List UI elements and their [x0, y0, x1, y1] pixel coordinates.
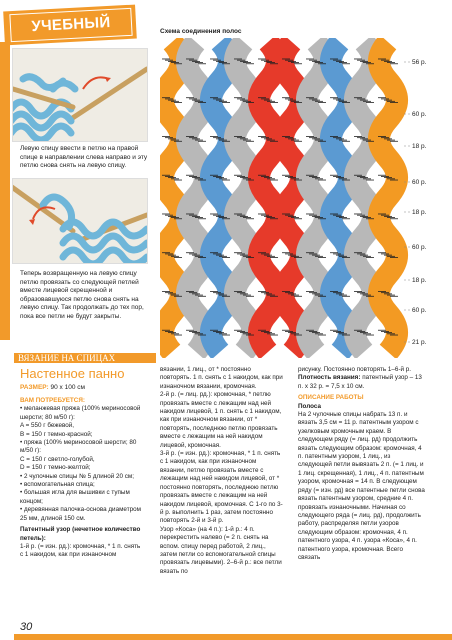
row-count-label: 60 р. [412, 307, 427, 314]
strip-scheme [160, 38, 452, 358]
pattern-text: вязании, 1 лиц., от * постоянно повторять. 1 п. снять с 1 накидом, как при изнаночном вязании, кромочная. [160, 366, 283, 390]
pattern-heading: Патентный узор (нечетное количество петель): [20, 526, 141, 542]
material-item: • большая игла для вышивки с тупым концом; [20, 489, 130, 505]
step1-photo [12, 48, 148, 142]
row-count-label: 18 р. [412, 277, 427, 284]
section-label: ВЯЗАНИЕ НА СПИЦАХ [14, 353, 156, 363]
density-value: патентный узор – 13 п. х 32 р. = 7,5 х 10 см. [298, 374, 422, 390]
material-item: B = 150 г темно-красной; [20, 430, 93, 438]
header-badge: УЧЕБНЫЙ [9, 8, 132, 42]
size-label: РАЗМЕР: [20, 384, 49, 391]
density-label: Плотность вязания: [298, 374, 361, 382]
page-number: 30 [20, 621, 33, 633]
pattern-row1: 1-й р. (= изн. рд.): кромочная, * 1 п. снять с 1 накидом, как при изнаночном [20, 542, 141, 559]
pattern-text-cont: рисунку. Постоянно повторять 1–6-й р. [298, 366, 412, 373]
strip-scheme-diagram [160, 38, 452, 358]
material-item: • деревянная палочка-основа диаметром 25 мм, длиной 150 см. [20, 506, 141, 522]
material-item: • пряжа (100% мериносовой шерсти; 80 м/50 г): [20, 439, 137, 455]
row-count-label: 56 р. [412, 59, 427, 66]
step2-caption: Теперь возвращенную на левую спицу петлю провязать со следующей петлей вместе лицевой скрещенной и образовавшуюся петлю снова снять на левую спицу. Так продолжать до тех пор, пока все петли не будут закрыты. [20, 270, 144, 320]
row-count-label: 60 р. [412, 244, 427, 251]
material-item: A = 550 г бежевой, [20, 422, 75, 430]
work-heading: ОПИСАНИЕ РАБОТЫ [298, 394, 364, 402]
size-line [20, 384, 85, 391]
material-item: D = 150 г темно-желтой; [20, 464, 91, 472]
left-accent-bar [0, 42, 10, 340]
strip [379, 42, 397, 352]
material-item: • вспомогательная спица; [20, 481, 95, 489]
work-subheading: Полоса [298, 402, 321, 410]
size-value: 90 х 100 см [48, 384, 85, 391]
pattern-kosa: Узор «Коса» (на 4 п.): 1-й р.: 4 п. перекрестить налево (= 2 п. снять на вспом. спицу перед работой, 2 лиц., затем петли со вспомогательной спицы провязать лицевыми). 2–6-й р.: все петли вязать по [160, 525, 282, 575]
row-count-label: 18 р. [412, 209, 427, 216]
knitting-photo-illustration [13, 49, 147, 141]
scheme-title: Схема соединения полос [160, 28, 242, 35]
bottom-accent-bar [14, 634, 452, 640]
materials-heading: ВАМ ПОТРЕБУЕТСЯ: [20, 397, 85, 404]
material-item: • меланжевая пряжа (100% мериносовой шерсти; 80 м/50 г): [20, 405, 141, 421]
project-title: Настенное панно [20, 366, 125, 381]
step2-photo [12, 178, 148, 264]
row-count-label: 18 р. [412, 143, 427, 150]
pattern-column [160, 366, 283, 576]
step1-caption: Левую спицу ввести в петлю на правой спице в направлении слева направо и эту петлю снова снять на левую спицу. [20, 145, 148, 170]
material-item: • 2 чулочные спицы № 5 длиной 20 см; [20, 472, 134, 480]
row-count-label: 60 р. [412, 179, 427, 186]
pattern-row2: 2-й р. (= лиц. рд.): кромочная, * петлю провязать вместе с лежащим над ней накидом лицевой, 1 п. снять с 1 накидом, как при изнаночном вязании, от * повторять, последнюю петлю провязать вместе с лежащим на ней накидом лицевой, кромочная. [160, 391, 282, 449]
row-count-label: 21 р. [412, 339, 427, 346]
density-line [298, 374, 426, 391]
material-item: C = 150 г светло-голубой, [20, 455, 95, 463]
work-column [298, 366, 426, 562]
pattern-row3: 3-й р. (= изн. рд.): кромочная, * 1 п. снять с 1 накидом, как при изнаночном вязании, петлю провязать вместе с лежащим над ней накидом лицевой, от * постоянно повторять, последнюю петлю провязать вместе с лежащим на ней накидом лицевой, кромочная. С 1-го по 3-й р. выполнить 1 раз, затем постоянно повторять 2-й и 3-й р. [160, 450, 283, 525]
knitting-photo-illustration [13, 179, 147, 263]
materials-column [20, 397, 145, 560]
work-text: На 2 чулочные спицы набрать 13 п. и вязать 3,5 см = 11 р. патентным узором с узелковым кромочным краем. В следующем ряду (= лиц. рд) продолжить вязать следующим образом: кромочная, 4 п. патентным узором, 1 лиц., из следующей петли вывязать 2 п. (= 1 лиц. и 1 лиц. скрещенная), 1 лиц., 4 п. патентным узором, кромочная = 14 п. В следующем ряду (= изн. рд) все патентные петли снова вязать патентным узором, средние 4 п. провязать изнаночными. Начиная со следующего ряда (= лиц. рд), продолжить работу, распределяя петли узоров следующим образом: кромочная, 4 п. патентного узора, 4 п. узора «Коса», 4 п. патентного узора, кромочная. Всего связать [298, 411, 425, 561]
row-count-label: 60 р. [412, 111, 427, 118]
